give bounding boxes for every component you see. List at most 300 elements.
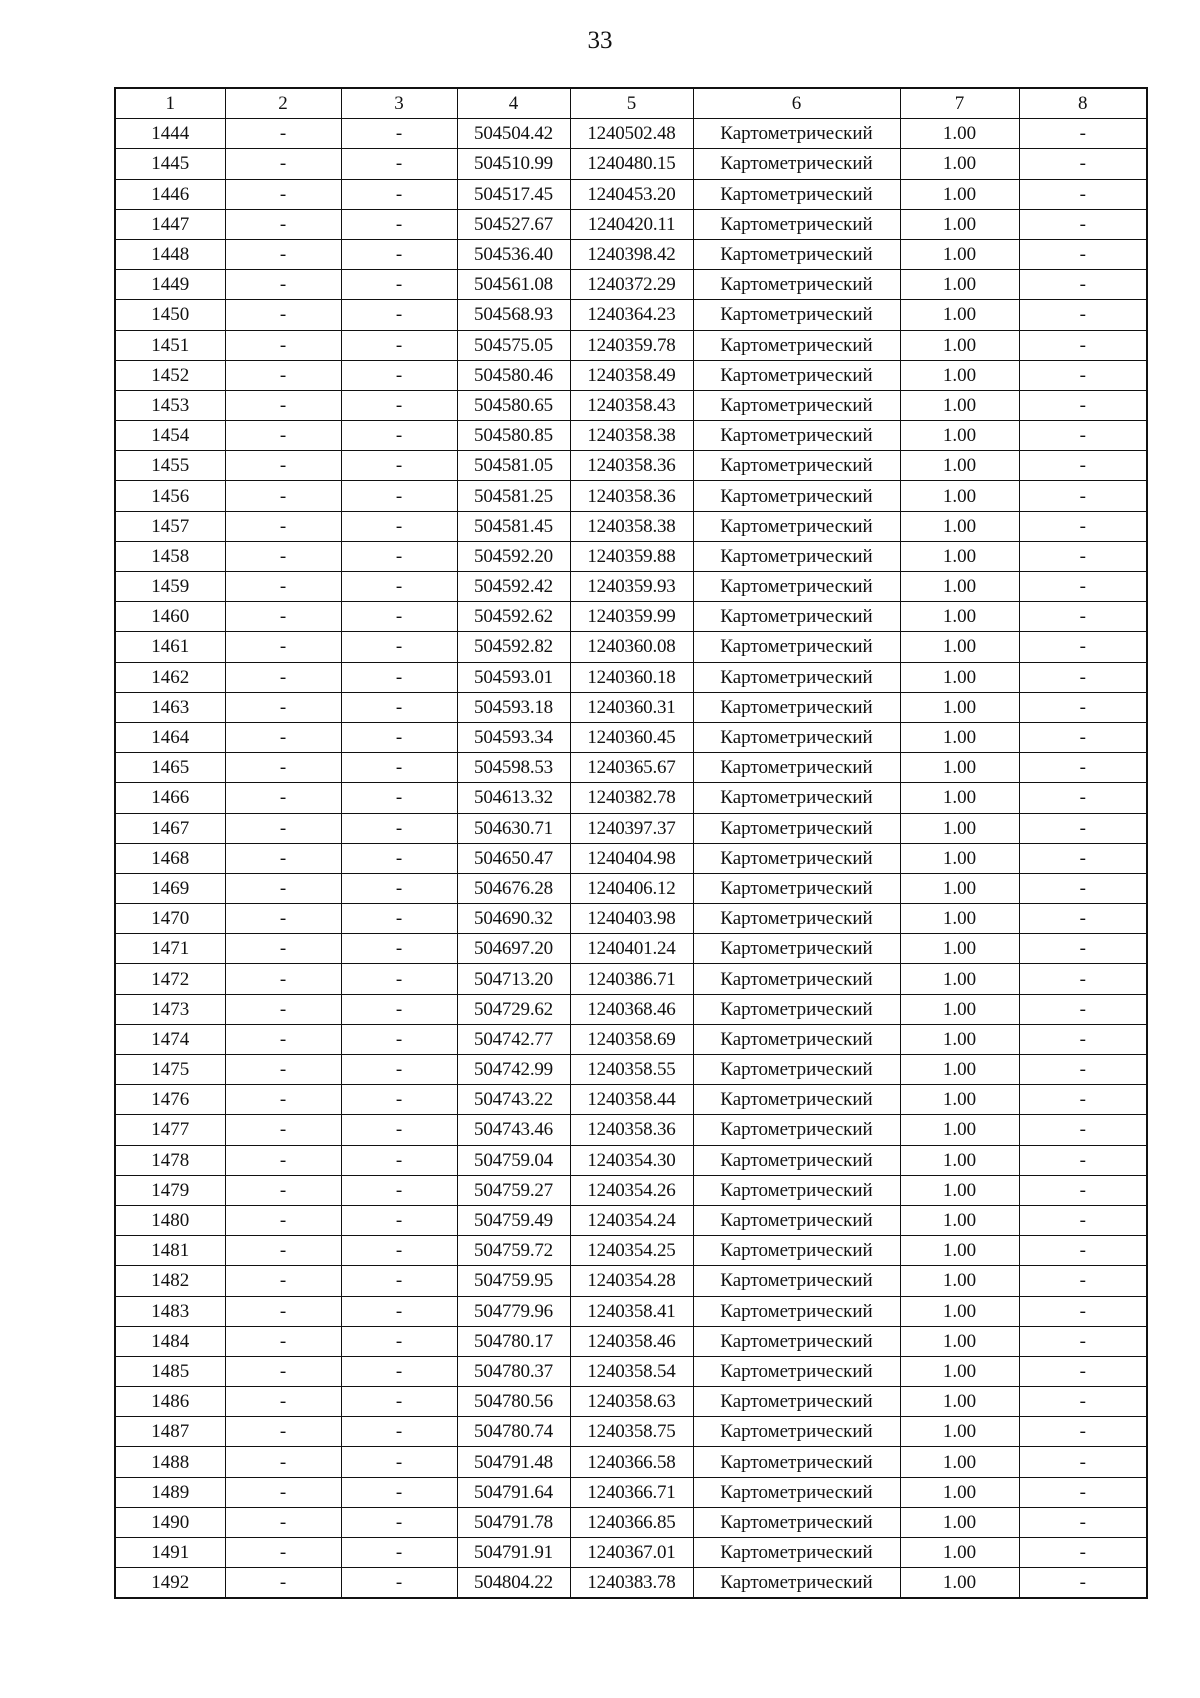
col8-cell: -: [1019, 541, 1147, 571]
col2-cell: -: [225, 722, 341, 752]
col2-cell: -: [225, 481, 341, 511]
col3-cell: -: [341, 632, 457, 662]
col3-cell: -: [341, 783, 457, 813]
x-coordinate-cell: 504517.45: [457, 179, 570, 209]
accuracy-cell: 1.00: [900, 994, 1019, 1024]
point-number-cell: 1464: [115, 722, 225, 752]
y-coordinate-cell: 1240354.25: [570, 1236, 693, 1266]
col3-cell: -: [341, 239, 457, 269]
col8-cell: -: [1019, 934, 1147, 964]
accuracy-cell: 1.00: [900, 1266, 1019, 1296]
x-coordinate-cell: 504581.25: [457, 481, 570, 511]
x-coordinate-cell: 504613.32: [457, 783, 570, 813]
col8-cell: -: [1019, 390, 1147, 420]
y-coordinate-cell: 1240360.18: [570, 662, 693, 692]
accuracy-cell: 1.00: [900, 1387, 1019, 1417]
method-cell: Картометрический: [693, 1356, 900, 1386]
y-coordinate-cell: 1240354.30: [570, 1145, 693, 1175]
col3-cell: -: [341, 481, 457, 511]
col2-cell: -: [225, 1085, 341, 1115]
col2-cell: -: [225, 300, 341, 330]
col8-cell: -: [1019, 722, 1147, 752]
point-number-cell: 1447: [115, 209, 225, 239]
method-cell: Картометрический: [693, 239, 900, 269]
col2-cell: -: [225, 421, 341, 451]
table-header-row: [115, 88, 1147, 119]
x-coordinate-cell: 504593.34: [457, 722, 570, 752]
column-header: 2: [225, 88, 341, 119]
point-number-cell: 1446: [115, 179, 225, 209]
table-row: [115, 1387, 1147, 1417]
y-coordinate-cell: 1240358.38: [570, 421, 693, 451]
method-cell: Картометрический: [693, 753, 900, 783]
method-cell: Картометрический: [693, 783, 900, 813]
x-coordinate-cell: 504690.32: [457, 904, 570, 934]
x-coordinate-cell: 504713.20: [457, 964, 570, 994]
y-coordinate-cell: 1240358.55: [570, 1055, 693, 1085]
accuracy-cell: 1.00: [900, 1477, 1019, 1507]
y-coordinate-cell: 1240358.44: [570, 1085, 693, 1115]
col8-cell: -: [1019, 1115, 1147, 1145]
method-cell: Картометрический: [693, 390, 900, 420]
table-row: [115, 149, 1147, 179]
accuracy-cell: 1.00: [900, 390, 1019, 420]
method-cell: Картометрический: [693, 1417, 900, 1447]
y-coordinate-cell: 1240354.24: [570, 1205, 693, 1235]
table-row: [115, 1175, 1147, 1205]
y-coordinate-cell: 1240368.46: [570, 994, 693, 1024]
table-row: [115, 300, 1147, 330]
table-row: [115, 843, 1147, 873]
table-row: [115, 1236, 1147, 1266]
point-number-cell: 1476: [115, 1085, 225, 1115]
table-body: [115, 119, 1147, 1599]
col3-cell: -: [341, 572, 457, 602]
x-coordinate-cell: 504504.42: [457, 119, 570, 149]
x-coordinate-cell: 504581.05: [457, 451, 570, 481]
point-number-cell: 1463: [115, 692, 225, 722]
col3-cell: -: [341, 964, 457, 994]
col3-cell: -: [341, 149, 457, 179]
accuracy-cell: 1.00: [900, 270, 1019, 300]
col8-cell: -: [1019, 300, 1147, 330]
point-number-cell: 1477: [115, 1115, 225, 1145]
accuracy-cell: 1.00: [900, 511, 1019, 541]
x-coordinate-cell: 504780.37: [457, 1356, 570, 1386]
table-row: [115, 1568, 1147, 1599]
accuracy-cell: 1.00: [900, 1538, 1019, 1568]
accuracy-cell: 1.00: [900, 1115, 1019, 1145]
col8-cell: -: [1019, 1205, 1147, 1235]
point-number-cell: 1455: [115, 451, 225, 481]
point-number-cell: 1474: [115, 1024, 225, 1054]
table-row: [115, 632, 1147, 662]
method-cell: Картометрический: [693, 873, 900, 903]
col3-cell: -: [341, 330, 457, 360]
method-cell: Картометрический: [693, 270, 900, 300]
point-number-cell: 1479: [115, 1175, 225, 1205]
table-row: [115, 119, 1147, 149]
col2-cell: -: [225, 360, 341, 390]
col2-cell: -: [225, 1538, 341, 1568]
col2-cell: -: [225, 1447, 341, 1477]
accuracy-cell: 1.00: [900, 451, 1019, 481]
x-coordinate-cell: 504592.42: [457, 572, 570, 602]
col2-cell: -: [225, 451, 341, 481]
y-coordinate-cell: 1240364.23: [570, 300, 693, 330]
col3-cell: -: [341, 390, 457, 420]
column-header: 5: [570, 88, 693, 119]
table-row: [115, 964, 1147, 994]
method-cell: Картометрический: [693, 1175, 900, 1205]
table-row: [115, 1507, 1147, 1537]
col3-cell: -: [341, 813, 457, 843]
method-cell: Картометрический: [693, 1055, 900, 1085]
col3-cell: -: [341, 904, 457, 934]
point-number-cell: 1453: [115, 390, 225, 420]
accuracy-cell: 1.00: [900, 119, 1019, 149]
col8-cell: -: [1019, 451, 1147, 481]
col8-cell: -: [1019, 1296, 1147, 1326]
x-coordinate-cell: 504759.27: [457, 1175, 570, 1205]
x-coordinate-cell: 504780.56: [457, 1387, 570, 1417]
col3-cell: -: [341, 300, 457, 330]
table-row: [115, 330, 1147, 360]
y-coordinate-cell: 1240366.71: [570, 1477, 693, 1507]
x-coordinate-cell: 504743.22: [457, 1085, 570, 1115]
table-row: [115, 209, 1147, 239]
col3-cell: -: [341, 1447, 457, 1477]
accuracy-cell: 1.00: [900, 1417, 1019, 1447]
point-number-cell: 1471: [115, 934, 225, 964]
col2-cell: -: [225, 541, 341, 571]
y-coordinate-cell: 1240358.63: [570, 1387, 693, 1417]
x-coordinate-cell: 504804.22: [457, 1568, 570, 1599]
col2-cell: -: [225, 1417, 341, 1447]
col8-cell: -: [1019, 904, 1147, 934]
col2-cell: -: [225, 572, 341, 602]
accuracy-cell: 1.00: [900, 632, 1019, 662]
col3-cell: -: [341, 753, 457, 783]
col2-cell: -: [225, 239, 341, 269]
col8-cell: -: [1019, 1417, 1147, 1447]
col8-cell: -: [1019, 1477, 1147, 1507]
method-cell: Картометрический: [693, 722, 900, 752]
col8-cell: -: [1019, 843, 1147, 873]
point-number-cell: 1454: [115, 421, 225, 451]
accuracy-cell: 1.00: [900, 149, 1019, 179]
point-number-cell: 1458: [115, 541, 225, 571]
column-header: 6: [693, 88, 900, 119]
y-coordinate-cell: 1240358.36: [570, 481, 693, 511]
table-row: [115, 1296, 1147, 1326]
col3-cell: -: [341, 511, 457, 541]
method-cell: Картометрический: [693, 692, 900, 722]
method-cell: Картометрический: [693, 662, 900, 692]
x-coordinate-cell: 504592.82: [457, 632, 570, 662]
x-coordinate-cell: 504779.96: [457, 1296, 570, 1326]
col8-cell: -: [1019, 662, 1147, 692]
y-coordinate-cell: 1240453.20: [570, 179, 693, 209]
accuracy-cell: 1.00: [900, 753, 1019, 783]
y-coordinate-cell: 1240366.85: [570, 1507, 693, 1537]
accuracy-cell: 1.00: [900, 1326, 1019, 1356]
accuracy-cell: 1.00: [900, 421, 1019, 451]
col8-cell: -: [1019, 239, 1147, 269]
method-cell: Картометрический: [693, 451, 900, 481]
col2-cell: -: [225, 843, 341, 873]
y-coordinate-cell: 1240398.42: [570, 239, 693, 269]
point-number-cell: 1462: [115, 662, 225, 692]
table-row: [115, 1205, 1147, 1235]
x-coordinate-cell: 504759.04: [457, 1145, 570, 1175]
table-row: [115, 1477, 1147, 1507]
col8-cell: -: [1019, 572, 1147, 602]
table-row: [115, 1538, 1147, 1568]
method-cell: Картометрический: [693, 541, 900, 571]
col3-cell: -: [341, 360, 457, 390]
y-coordinate-cell: 1240359.93: [570, 572, 693, 602]
table-row: [115, 783, 1147, 813]
accuracy-cell: 1.00: [900, 662, 1019, 692]
point-number-cell: 1482: [115, 1266, 225, 1296]
y-coordinate-cell: 1240358.41: [570, 1296, 693, 1326]
x-coordinate-cell: 504598.53: [457, 753, 570, 783]
table-row: [115, 239, 1147, 269]
point-number-cell: 1478: [115, 1145, 225, 1175]
point-number-cell: 1469: [115, 873, 225, 903]
col2-cell: -: [225, 511, 341, 541]
col8-cell: -: [1019, 994, 1147, 1024]
col3-cell: -: [341, 1145, 457, 1175]
col2-cell: -: [225, 1205, 341, 1235]
col2-cell: -: [225, 1477, 341, 1507]
accuracy-cell: 1.00: [900, 1568, 1019, 1599]
col8-cell: -: [1019, 1326, 1147, 1356]
method-cell: Картометрический: [693, 843, 900, 873]
x-coordinate-cell: 504676.28: [457, 873, 570, 903]
method-cell: Картометрический: [693, 1236, 900, 1266]
method-cell: Картометрический: [693, 1145, 900, 1175]
y-coordinate-cell: 1240358.36: [570, 1115, 693, 1145]
col8-cell: -: [1019, 1538, 1147, 1568]
col8-cell: -: [1019, 1085, 1147, 1115]
x-coordinate-cell: 504780.17: [457, 1326, 570, 1356]
accuracy-cell: 1.00: [900, 934, 1019, 964]
col8-cell: -: [1019, 873, 1147, 903]
col8-cell: -: [1019, 511, 1147, 541]
y-coordinate-cell: 1240354.26: [570, 1175, 693, 1205]
method-cell: Картометрический: [693, 1568, 900, 1599]
col3-cell: -: [341, 1507, 457, 1537]
col3-cell: -: [341, 843, 457, 873]
point-number-cell: 1473: [115, 994, 225, 1024]
table-row: [115, 511, 1147, 541]
col3-cell: -: [341, 1085, 457, 1115]
y-coordinate-cell: 1240502.48: [570, 119, 693, 149]
col8-cell: -: [1019, 421, 1147, 451]
column-header: 1: [115, 88, 225, 119]
col3-cell: -: [341, 1205, 457, 1235]
col8-cell: -: [1019, 179, 1147, 209]
point-number-cell: 1491: [115, 1538, 225, 1568]
x-coordinate-cell: 504742.99: [457, 1055, 570, 1085]
y-coordinate-cell: 1240397.37: [570, 813, 693, 843]
accuracy-cell: 1.00: [900, 602, 1019, 632]
point-number-cell: 1484: [115, 1326, 225, 1356]
x-coordinate-cell: 504743.46: [457, 1115, 570, 1145]
method-cell: Картометрический: [693, 360, 900, 390]
point-number-cell: 1486: [115, 1387, 225, 1417]
col2-cell: -: [225, 632, 341, 662]
y-coordinate-cell: 1240358.38: [570, 511, 693, 541]
method-cell: Картометрический: [693, 209, 900, 239]
col8-cell: -: [1019, 632, 1147, 662]
accuracy-cell: 1.00: [900, 1024, 1019, 1054]
method-cell: Картометрический: [693, 1447, 900, 1477]
table-row: [115, 481, 1147, 511]
col8-cell: -: [1019, 209, 1147, 239]
col2-cell: -: [225, 1236, 341, 1266]
col3-cell: -: [341, 692, 457, 722]
col2-cell: -: [225, 209, 341, 239]
col3-cell: -: [341, 1055, 457, 1085]
y-coordinate-cell: 1240420.11: [570, 209, 693, 239]
accuracy-cell: 1.00: [900, 1236, 1019, 1266]
accuracy-cell: 1.00: [900, 843, 1019, 873]
x-coordinate-cell: 504791.64: [457, 1477, 570, 1507]
point-number-cell: 1457: [115, 511, 225, 541]
point-number-cell: 1468: [115, 843, 225, 873]
col8-cell: -: [1019, 1507, 1147, 1537]
y-coordinate-cell: 1240367.01: [570, 1538, 693, 1568]
point-number-cell: 1450: [115, 300, 225, 330]
y-coordinate-cell: 1240358.36: [570, 451, 693, 481]
column-header: 7: [900, 88, 1019, 119]
column-header: 8: [1019, 88, 1147, 119]
col2-cell: -: [225, 1296, 341, 1326]
col8-cell: -: [1019, 1387, 1147, 1417]
col8-cell: -: [1019, 330, 1147, 360]
table-row: [115, 934, 1147, 964]
table-row: [115, 873, 1147, 903]
y-coordinate-cell: 1240358.43: [570, 390, 693, 420]
method-cell: Картометрический: [693, 1296, 900, 1326]
point-number-cell: 1487: [115, 1417, 225, 1447]
x-coordinate-cell: 504593.18: [457, 692, 570, 722]
col8-cell: -: [1019, 1447, 1147, 1477]
point-number-cell: 1467: [115, 813, 225, 843]
method-cell: Картометрический: [693, 572, 900, 602]
point-number-cell: 1472: [115, 964, 225, 994]
accuracy-cell: 1.00: [900, 179, 1019, 209]
col2-cell: -: [225, 904, 341, 934]
col2-cell: -: [225, 270, 341, 300]
accuracy-cell: 1.00: [900, 300, 1019, 330]
col2-cell: -: [225, 994, 341, 1024]
point-number-cell: 1488: [115, 1447, 225, 1477]
x-coordinate-cell: 504593.01: [457, 662, 570, 692]
point-number-cell: 1485: [115, 1356, 225, 1386]
col8-cell: -: [1019, 1175, 1147, 1205]
col3-cell: -: [341, 1024, 457, 1054]
method-cell: Картометрический: [693, 1538, 900, 1568]
y-coordinate-cell: 1240382.78: [570, 783, 693, 813]
method-cell: Картометрический: [693, 1205, 900, 1235]
x-coordinate-cell: 504630.71: [457, 813, 570, 843]
table-row: [115, 602, 1147, 632]
accuracy-cell: 1.00: [900, 1205, 1019, 1235]
accuracy-cell: 1.00: [900, 964, 1019, 994]
point-number-cell: 1459: [115, 572, 225, 602]
y-coordinate-cell: 1240404.98: [570, 843, 693, 873]
col2-cell: -: [225, 1055, 341, 1085]
y-coordinate-cell: 1240360.45: [570, 722, 693, 752]
col8-cell: -: [1019, 1356, 1147, 1386]
col2-cell: -: [225, 602, 341, 632]
y-coordinate-cell: 1240358.54: [570, 1356, 693, 1386]
col3-cell: -: [341, 1417, 457, 1447]
x-coordinate-cell: 504592.62: [457, 602, 570, 632]
y-coordinate-cell: 1240360.31: [570, 692, 693, 722]
method-cell: Картометрический: [693, 511, 900, 541]
col3-cell: -: [341, 602, 457, 632]
accuracy-cell: 1.00: [900, 209, 1019, 239]
col3-cell: -: [341, 1175, 457, 1205]
point-number-cell: 1465: [115, 753, 225, 783]
table-row: [115, 541, 1147, 571]
point-number-cell: 1489: [115, 1477, 225, 1507]
method-cell: Картометрический: [693, 1085, 900, 1115]
y-coordinate-cell: 1240359.99: [570, 602, 693, 632]
col8-cell: -: [1019, 753, 1147, 783]
method-cell: Картометрический: [693, 1387, 900, 1417]
table-row: [115, 1115, 1147, 1145]
y-coordinate-cell: 1240358.49: [570, 360, 693, 390]
col3-cell: -: [341, 451, 457, 481]
col3-cell: -: [341, 1115, 457, 1145]
col3-cell: -: [341, 1356, 457, 1386]
col8-cell: -: [1019, 360, 1147, 390]
col8-cell: -: [1019, 481, 1147, 511]
col2-cell: -: [225, 873, 341, 903]
table-row: [115, 1055, 1147, 1085]
y-coordinate-cell: 1240359.78: [570, 330, 693, 360]
accuracy-cell: 1.00: [900, 904, 1019, 934]
col8-cell: -: [1019, 119, 1147, 149]
y-coordinate-cell: 1240358.46: [570, 1326, 693, 1356]
point-number-cell: 1448: [115, 239, 225, 269]
table-row: [115, 662, 1147, 692]
col2-cell: -: [225, 1568, 341, 1599]
method-cell: Картометрический: [693, 1115, 900, 1145]
table-row: [115, 1417, 1147, 1447]
x-coordinate-cell: 504791.91: [457, 1538, 570, 1568]
col8-cell: -: [1019, 1145, 1147, 1175]
y-coordinate-cell: 1240401.24: [570, 934, 693, 964]
col2-cell: -: [225, 783, 341, 813]
col3-cell: -: [341, 421, 457, 451]
method-cell: Картометрический: [693, 1024, 900, 1054]
x-coordinate-cell: 504742.77: [457, 1024, 570, 1054]
point-number-cell: 1451: [115, 330, 225, 360]
col8-cell: -: [1019, 1568, 1147, 1599]
page-number: 33: [587, 27, 613, 54]
x-coordinate-cell: 504759.95: [457, 1266, 570, 1296]
accuracy-cell: 1.00: [900, 1447, 1019, 1477]
method-cell: Картометрический: [693, 994, 900, 1024]
col3-cell: -: [341, 209, 457, 239]
